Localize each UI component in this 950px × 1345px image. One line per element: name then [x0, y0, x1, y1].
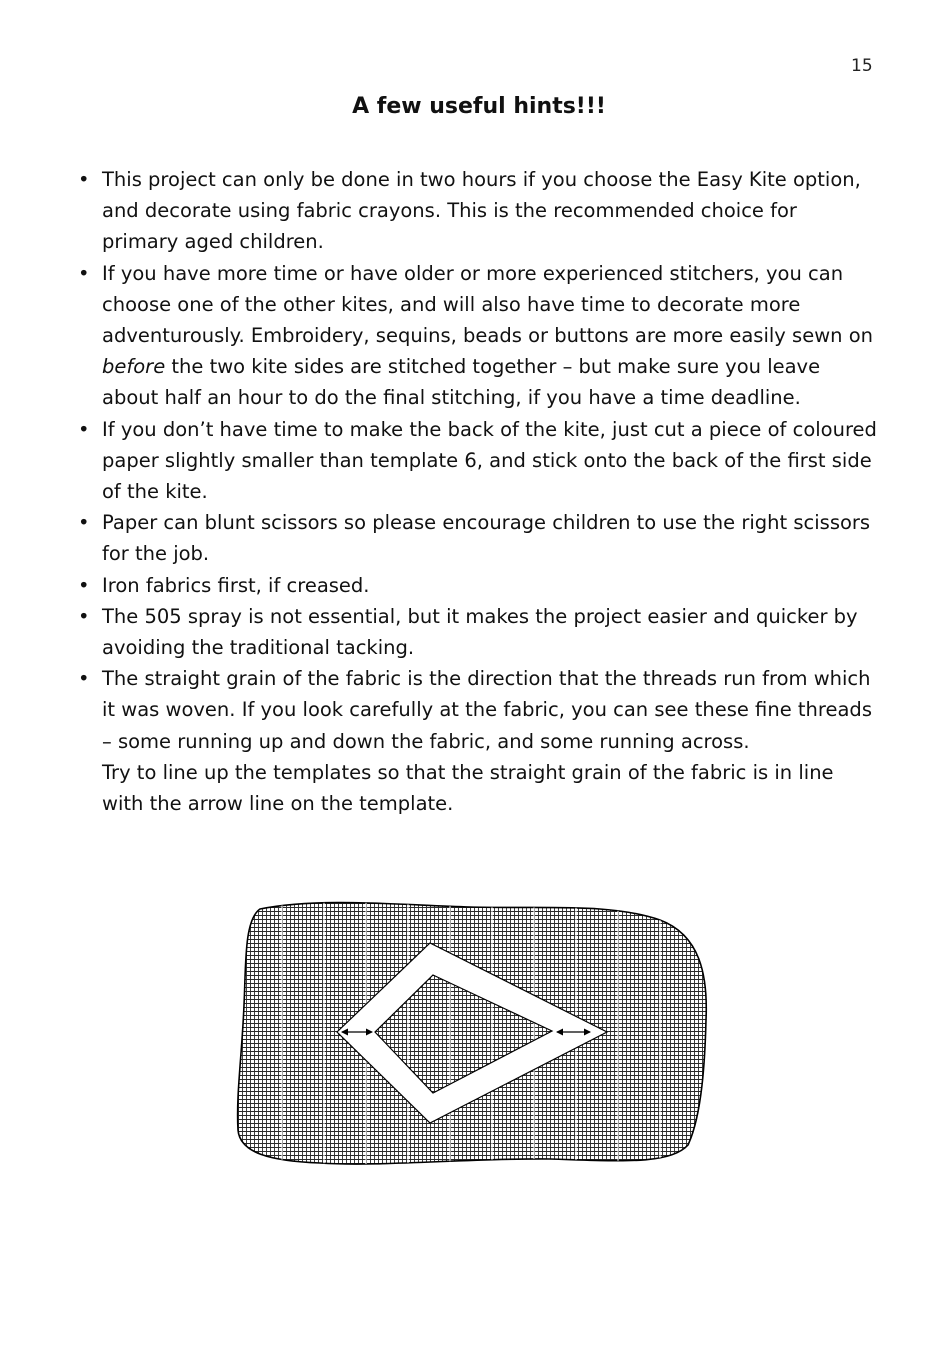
hint-list: [78, 164, 878, 819]
hint-item-kite-back: [78, 414, 878, 508]
bullet-icon: •: [78, 168, 90, 191]
hint-text: Iron fabrics first, if creased.: [102, 573, 370, 597]
hint-text: The 505 spray is not essential, but it makes the project easier and quicker by avoiding the traditional tacking.: [102, 604, 858, 660]
bullet-icon: •: [78, 667, 90, 691]
hint-item-scissors: [78, 507, 878, 569]
page-number: 15: [851, 56, 873, 76]
hint-item-crayons: [78, 164, 878, 258]
hint-text-start: If you have more time or have older or more experienced stitchers, you can choose one of the other kites, and will also have time to decorate more adventurously. Embroidery, sequins, beads or buttons are more easily sewn on: [102, 261, 873, 348]
hint-item-spray: [78, 601, 878, 663]
bullet-icon: •: [78, 573, 90, 597]
hint-continuation: Try to line up the templates so that the straight grain of the fabric is in line with the arrow line on the template.: [102, 760, 834, 816]
hint-item-iron: [78, 570, 878, 601]
hint-text: This project can only be done in two hours if you choose the Easy Kite option, and decorate using fabric crayons. This is the recommended choice for primary aged children.: [102, 168, 861, 254]
fabric-piece: [238, 895, 707, 1175]
hint-text: If you don’t have time to make the back of the kite, just cut a piece of coloured paper slightly smaller than template 6, and stick onto the back of the first side of the kite.: [102, 417, 877, 504]
hint-item-more-time: [78, 258, 878, 414]
hint-text: Paper can blunt scissors so please encourage children to use the right scissors for the job.: [102, 511, 871, 566]
fabric-grain-illustration: [230, 895, 720, 1175]
bullet-icon: •: [78, 261, 90, 285]
bullet-icon: •: [78, 417, 90, 441]
page-title: A few useful hints!!!: [352, 94, 606, 119]
hint-text-end: the two kite sides are stitched together – but make sure you leave about half an hour to do the final stitching, if you have a time deadline.: [102, 355, 821, 410]
bullet-icon: •: [78, 604, 90, 628]
hint-item-grain: [78, 663, 878, 819]
hint-emphasis: before: [102, 355, 166, 379]
bullet-icon: •: [78, 511, 90, 535]
hint-text: The straight grain of the fabric is the direction that the threads run from which it was woven. If you look carefully at the fabric, you can see these fine threads – some running up and down the fabric, and some running across.: [102, 667, 872, 753]
